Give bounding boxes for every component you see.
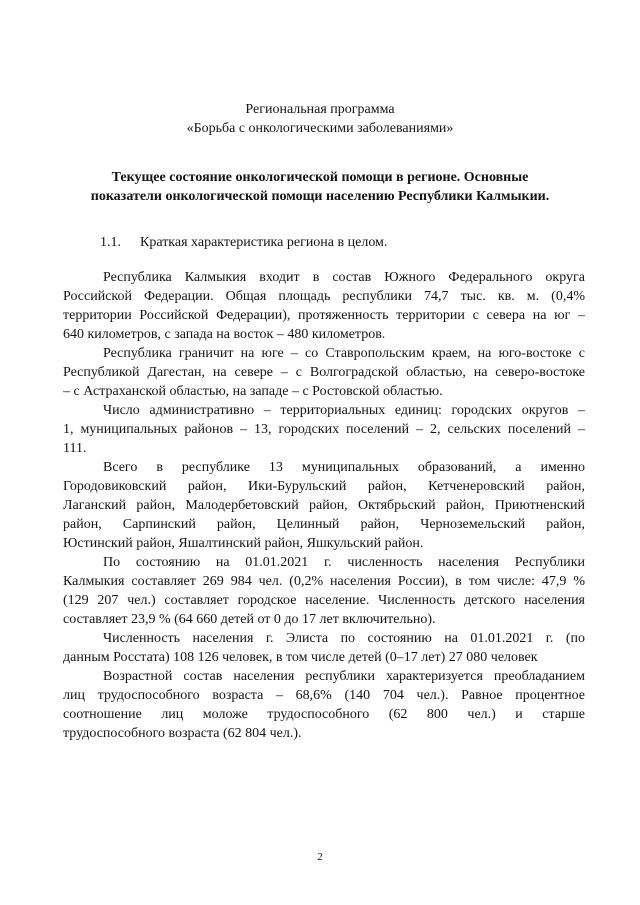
section-title	[0, 168, 640, 206]
section-title-line-1: Текущее состояние онкологической помощи в регионе. Основные	[111, 170, 529, 185]
body-line: соотношение лиц моложе трудоспособного (62 800 чел.) и старше	[63, 707, 585, 722]
body-line: Возрастной состав населения республики характеризуется преобладанием	[103, 669, 585, 684]
body-line: составляет 23,9 % (64 660 детей от 0 до 17 лет включительно).	[63, 612, 436, 627]
body-line: район, Сарпинский район, Целинный район, Черноземельский район,	[63, 517, 585, 532]
page-number: 2	[317, 851, 323, 863]
body-line: Республикой Дагестан, на севере – с Волгоградской областью, на северо-востоке	[63, 365, 585, 380]
subsection-heading	[100, 233, 387, 252]
body-line: Число административно – территориальных единиц: городских округов –	[103, 403, 585, 418]
body-line: 640 километров, с запада на восток – 480 километров.	[63, 327, 386, 342]
body-line: трудоспособного возраста (62 804 чел.).	[63, 726, 302, 741]
program-title: «Борьба с онкологическими заболеваниями»	[186, 121, 454, 136]
body-line: Российской Федерации. Общая площадь республики 74,7 тыс. кв. м. (0,4%	[63, 289, 585, 304]
body-line: данным Росстата) 108 126 человек, в том числе детей (0–17 лет) 27 080 человек	[63, 650, 538, 665]
body-text	[63, 268, 585, 743]
body-line: Республика Калмыкия входит в состав Южного Федерального округа	[103, 270, 585, 285]
body-line: 111.	[63, 441, 87, 456]
body-line: Республика граничит на юге – со Ставропольским краем, на юго-востоке с	[103, 346, 585, 361]
program-type: Региональная программа	[245, 102, 395, 117]
body-line: Лаганский район, Малодербетовский район, Октябрьский район, Приютненский	[63, 498, 585, 513]
body-line: территории Российской Федерации), протяженность территории с севера на юг –	[63, 308, 585, 323]
subsection-title: Краткая характеристика региона в целом.	[140, 235, 388, 250]
body-line: Калмыкия составляет 269 984 чел. (0,2% населения России), в том числе: 47,9 %	[63, 574, 585, 589]
body-line: – с Астраханской областью, на западе – с Ростовской областью.	[63, 384, 443, 399]
body-line: Юстинский район, Яшалтинский район, Яшкульский район.	[63, 536, 424, 551]
body-line: 1, муниципальных районов – 13, городских поселений – 2, сельских поселений –	[63, 422, 585, 437]
body-line: По состоянию на 01.01.2021 г. численность населения Республики	[103, 555, 585, 570]
body-line: Численность населения г. Элиста по состоянию на 01.01.2021 г. (по	[103, 631, 585, 646]
body-line: Городовиковский район, Ики-Бурульский район, Кетченеровский район,	[63, 479, 585, 494]
body-line: (129 207 чел.) составляет городское население. Численность детского населения	[63, 593, 585, 608]
program-header	[0, 100, 640, 138]
subsection-number: 1.1.	[100, 235, 121, 250]
body-line: лиц трудоспособного возраста – 68,6% (140 704 чел.). Равное процентное	[63, 688, 585, 703]
body-line: Всего в республике 13 муниципальных образований, а именно	[103, 460, 585, 475]
section-title-line-2: показатели онкологической помощи населению Республики Калмыкии.	[90, 189, 550, 204]
